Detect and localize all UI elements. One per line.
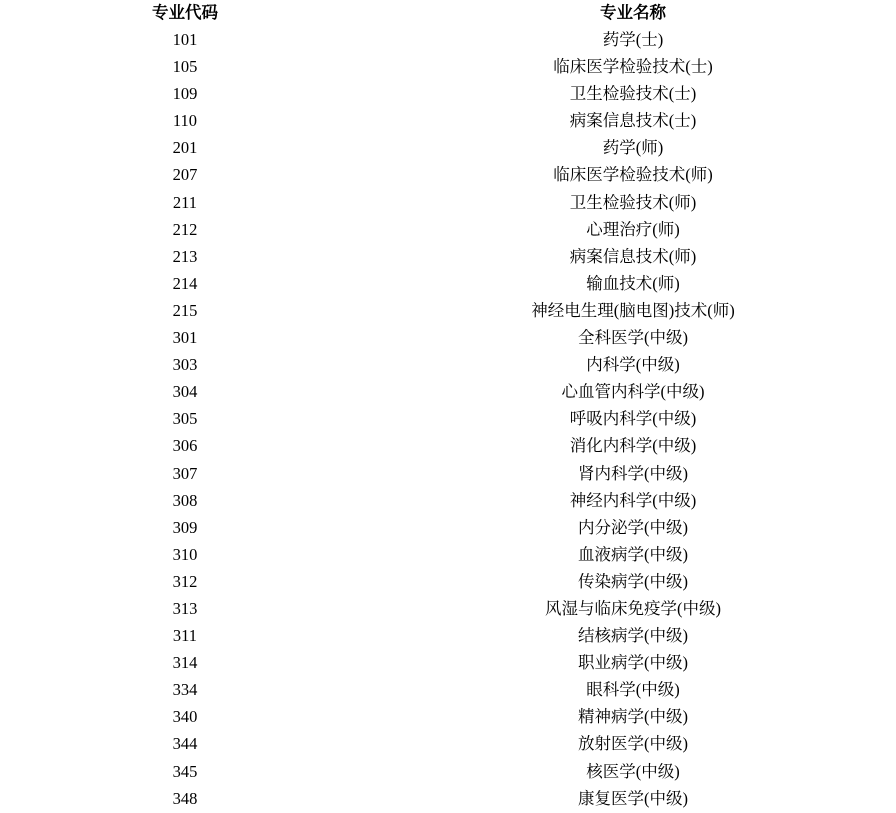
table-row bbox=[0, 514, 896, 541]
cell-specialty-name: 结核病学(中级) bbox=[578, 626, 688, 646]
cell-specialty-code: 306 bbox=[172, 436, 198, 456]
table-row bbox=[0, 785, 896, 812]
cell-specialty-name: 输血技术(师) bbox=[586, 273, 680, 293]
cell-specialty-name: 卫生检验技术(士) bbox=[569, 84, 697, 104]
cell-specialty-name: 心血管内科学(中级) bbox=[561, 382, 705, 402]
cell-specialty-code: 211 bbox=[172, 192, 198, 212]
cell-specialty-code: 307 bbox=[172, 463, 198, 483]
cell-specialty-name: 眼科学(中级) bbox=[586, 680, 680, 700]
cell-specialty-code: 304 bbox=[172, 382, 198, 402]
cell-specialty-name: 肾内科学(中级) bbox=[578, 463, 688, 483]
table-row bbox=[0, 161, 896, 188]
table-head bbox=[0, 0, 896, 26]
cell-specialty-code: 303 bbox=[172, 355, 198, 375]
table-row bbox=[0, 730, 896, 757]
cell-specialty-name: 神经电生理(脑电图)技术(师) bbox=[531, 300, 735, 320]
table-row bbox=[0, 26, 896, 53]
cell-specialty-code: 109 bbox=[172, 84, 198, 104]
cell-specialty-code: 312 bbox=[172, 571, 198, 591]
cell-specialty-code: 308 bbox=[172, 490, 198, 510]
cell-specialty-code: 110 bbox=[172, 111, 198, 131]
cell-specialty-code: 305 bbox=[172, 409, 198, 429]
table-row bbox=[0, 107, 896, 134]
cell-specialty-name: 临床医学检验技术(师) bbox=[553, 165, 713, 185]
table-row bbox=[0, 53, 896, 80]
table-row bbox=[0, 324, 896, 351]
column-header-code: 专业代码 bbox=[152, 3, 218, 22]
cell-specialty-code: 311 bbox=[172, 626, 198, 646]
cell-specialty-name: 临床医学检验技术(士) bbox=[553, 57, 713, 77]
cell-specialty-code: 301 bbox=[172, 328, 198, 348]
table-row bbox=[0, 568, 896, 595]
column-header-name: 专业名称 bbox=[600, 3, 666, 22]
table-row bbox=[0, 405, 896, 432]
table-row bbox=[0, 758, 896, 785]
cell-specialty-name: 心理治疗(师) bbox=[586, 219, 680, 239]
table-header-row bbox=[0, 0, 896, 26]
cell-specialty-name: 病案信息技术(士) bbox=[569, 111, 697, 131]
table-row bbox=[0, 216, 896, 243]
table-row bbox=[0, 378, 896, 405]
table-row bbox=[0, 243, 896, 270]
cell-specialty-code: 215 bbox=[172, 300, 198, 320]
cell-specialty-code: 212 bbox=[172, 219, 198, 239]
cell-specialty-name: 呼吸内科学(中级) bbox=[569, 409, 697, 429]
cell-specialty-code: 310 bbox=[172, 544, 198, 564]
cell-specialty-code: 201 bbox=[172, 138, 198, 158]
cell-specialty-code: 348 bbox=[172, 788, 198, 808]
cell-specialty-name: 消化内科学(中级) bbox=[569, 436, 697, 456]
cell-specialty-name: 职业病学(中级) bbox=[578, 653, 688, 673]
table-row bbox=[0, 676, 896, 703]
table-row bbox=[0, 460, 896, 487]
cell-specialty-code: 313 bbox=[172, 598, 198, 618]
table-row bbox=[0, 432, 896, 459]
cell-specialty-name: 核医学(中级) bbox=[586, 761, 680, 781]
cell-specialty-name: 精神病学(中级) bbox=[578, 707, 688, 727]
table-row bbox=[0, 297, 896, 324]
cell-specialty-name: 康复医学(中级) bbox=[578, 788, 688, 808]
table-row bbox=[0, 270, 896, 297]
table-row bbox=[0, 134, 896, 161]
cell-specialty-name: 药学(士) bbox=[602, 30, 664, 49]
cell-specialty-name: 放射医学(中级) bbox=[578, 734, 688, 754]
table-row bbox=[0, 189, 896, 216]
cell-specialty-code: 213 bbox=[172, 246, 198, 266]
cell-specialty-code: 334 bbox=[172, 680, 198, 700]
cell-specialty-code: 214 bbox=[172, 273, 198, 293]
cell-specialty-code: 207 bbox=[172, 165, 198, 185]
table-row bbox=[0, 80, 896, 107]
table-row bbox=[0, 351, 896, 378]
cell-specialty-code: 105 bbox=[172, 57, 198, 77]
table-row bbox=[0, 595, 896, 622]
cell-specialty-name: 风湿与临床免疫学(中级) bbox=[545, 598, 721, 618]
cell-specialty-code: 344 bbox=[172, 734, 198, 754]
cell-specialty-name: 全科医学(中级) bbox=[578, 328, 688, 348]
cell-specialty-code: 340 bbox=[172, 707, 198, 727]
table-body bbox=[0, 26, 896, 812]
cell-specialty-name: 病案信息技术(师) bbox=[569, 246, 697, 266]
cell-specialty-name: 传染病学(中级) bbox=[578, 571, 688, 591]
table-row bbox=[0, 487, 896, 514]
cell-specialty-name: 药学(师) bbox=[602, 138, 664, 158]
cell-specialty-name: 内科学(中级) bbox=[586, 355, 680, 375]
cell-specialty-code: 314 bbox=[172, 653, 198, 673]
table-row bbox=[0, 622, 896, 649]
cell-specialty-code: 309 bbox=[172, 517, 198, 537]
cell-specialty-code: 101 bbox=[172, 30, 198, 49]
table-row bbox=[0, 541, 896, 568]
cell-specialty-name: 内分泌学(中级) bbox=[578, 517, 688, 537]
table-row bbox=[0, 649, 896, 676]
cell-specialty-code: 345 bbox=[172, 761, 198, 781]
table-row bbox=[0, 703, 896, 730]
cell-specialty-name: 神经内科学(中级) bbox=[569, 490, 697, 510]
cell-specialty-name: 卫生检验技术(师) bbox=[569, 192, 697, 212]
cell-specialty-name: 血液病学(中级) bbox=[578, 544, 688, 564]
